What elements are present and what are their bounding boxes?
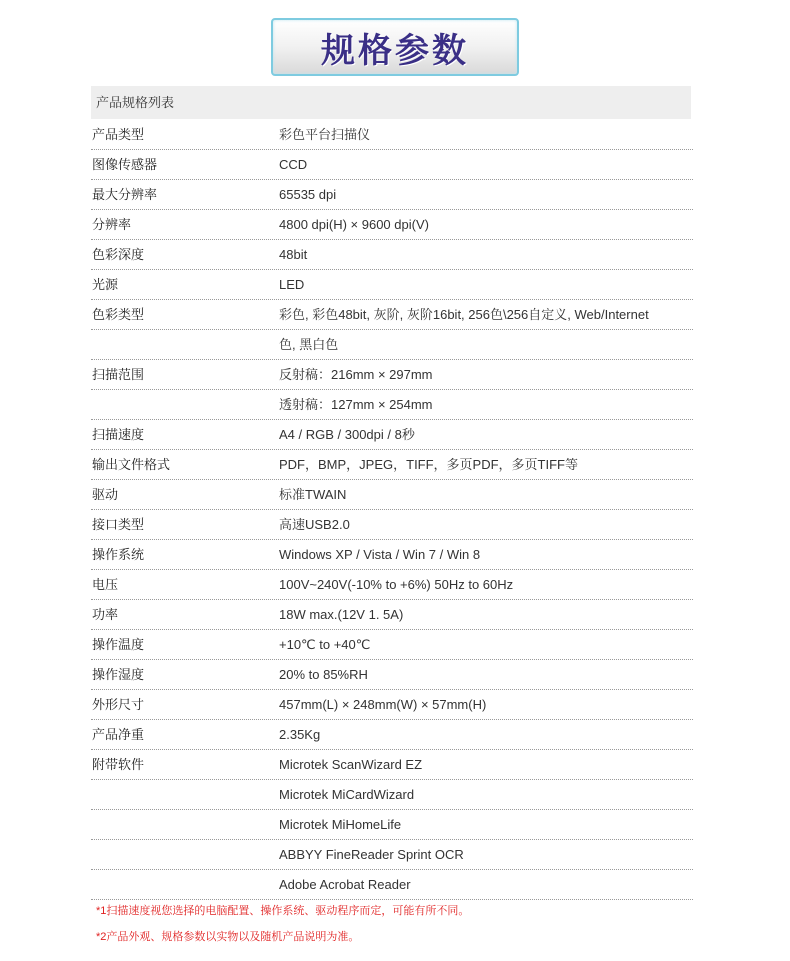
spec-key: 功率: [92, 607, 119, 622]
spec-value: Microtek ScanWizard EZ: [279, 757, 423, 772]
spec-key: 外形尺寸: [92, 697, 145, 712]
footnote-1: *1扫描速度视您选择的电脑配置、操作系统、驱动程序而定，可能有所不同。: [96, 905, 470, 917]
spec-key: 输出文件格式: [92, 457, 171, 472]
spec-key: 色彩类型: [92, 307, 145, 322]
spec-row: [91, 600, 693, 630]
spec-value: LED: [279, 277, 305, 292]
spec-value: PDF，BMP，JPEG，TIFF，多页PDF，多页TIFF等: [279, 457, 578, 472]
spec-row: [91, 540, 693, 570]
spec-key: 光源: [92, 277, 119, 292]
spec-value: 100V~240V(-10% to +6%) 50Hz to 60Hz: [279, 577, 514, 592]
spec-row: [91, 510, 693, 540]
spec-value: 高速USB2.0: [279, 517, 350, 532]
spec-value: Microtek MiCardWizard: [279, 787, 415, 802]
spec-key: 图像传感器: [92, 157, 158, 172]
spec-key: 接口类型: [92, 517, 145, 532]
spec-row: [91, 630, 693, 660]
spec-row: [91, 480, 693, 510]
spec-row: [91, 780, 693, 810]
spec-value: 反射稿：216mm × 297mm: [279, 367, 433, 382]
spec-value: 18W max.(12V 1. 5A): [279, 607, 404, 622]
spec-key: 驱动: [92, 487, 119, 502]
spec-row: [91, 720, 693, 750]
spec-value: Microtek MiHomeLife: [279, 817, 402, 832]
spec-row: [91, 750, 693, 780]
footnotes: [96, 904, 716, 944]
spec-table: [91, 120, 693, 900]
spec-row: [91, 660, 693, 690]
spec-key: 操作湿度: [92, 667, 145, 682]
spec-row: [91, 810, 693, 840]
footnote-2: *2产品外观、规格参数以实物以及随机产品说明为准。: [96, 931, 360, 943]
spec-value: 457mm(L) × 248mm(W) × 57mm(H): [279, 697, 487, 712]
spec-value: Adobe Acrobat Reader: [279, 877, 411, 892]
spec-key: 操作温度: [92, 637, 145, 652]
spec-key: 色彩深度: [92, 247, 145, 262]
spec-row: [91, 210, 693, 240]
spec-row: [91, 120, 693, 150]
spec-value: 20% to 85%RH: [279, 667, 368, 682]
spec-value: 65535 dpi: [279, 187, 337, 202]
spec-row: [91, 330, 693, 360]
spec-key: 电压: [92, 577, 119, 592]
spec-value: A4 / RGB / 300dpi / 8秒: [279, 427, 415, 442]
page-title-banner: [271, 18, 519, 76]
spec-key: 扫描范围: [92, 367, 145, 382]
spec-value: 标准TWAIN: [279, 487, 347, 502]
spec-value: +10℃ to +40℃: [279, 637, 371, 652]
spec-key: 产品净重: [92, 727, 145, 742]
spec-row: [91, 690, 693, 720]
spec-row: [91, 240, 693, 270]
spec-value: 彩色, 彩色48bit, 灰阶, 灰阶16bit, 256色\256自定义, Web/Internet: [279, 307, 649, 322]
spec-value: 48bit: [279, 247, 308, 262]
spec-row: [91, 270, 693, 300]
spec-key: 扫描速度: [92, 427, 145, 442]
spec-value: CCD: [279, 157, 308, 172]
spec-table-header: 产品规格列表: [91, 86, 691, 119]
spec-key: 分辨率: [92, 217, 132, 232]
spec-value: 2.35Kg: [279, 727, 321, 742]
spec-value: 色, 黑白色: [279, 337, 339, 352]
spec-row: [91, 840, 693, 870]
spec-row: [91, 570, 693, 600]
spec-row: [91, 180, 693, 210]
spec-value: 透射稿：127mm × 254mm: [279, 397, 433, 412]
spec-key: 最大分辨率: [92, 187, 158, 202]
spec-value: Windows XP / Vista / Win 7 / Win 8: [279, 547, 481, 562]
spec-key: 附带软件: [92, 757, 145, 772]
spec-value: 彩色平台扫描仪: [279, 127, 371, 142]
spec-row: [91, 420, 693, 450]
spec-key: 产品类型: [92, 127, 145, 142]
spec-row: [91, 300, 693, 330]
spec-row: [91, 450, 693, 480]
spec-row: [91, 150, 693, 180]
page-title: 规格参数: [321, 30, 469, 71]
spec-value: ABBYY FineReader Sprint OCR: [279, 847, 464, 862]
spec-key: 操作系统: [92, 547, 145, 562]
spec-row: [91, 360, 693, 390]
spec-row: [91, 870, 693, 900]
spec-row: [91, 390, 693, 420]
spec-value: 4800 dpi(H) × 9600 dpi(V): [279, 217, 429, 232]
